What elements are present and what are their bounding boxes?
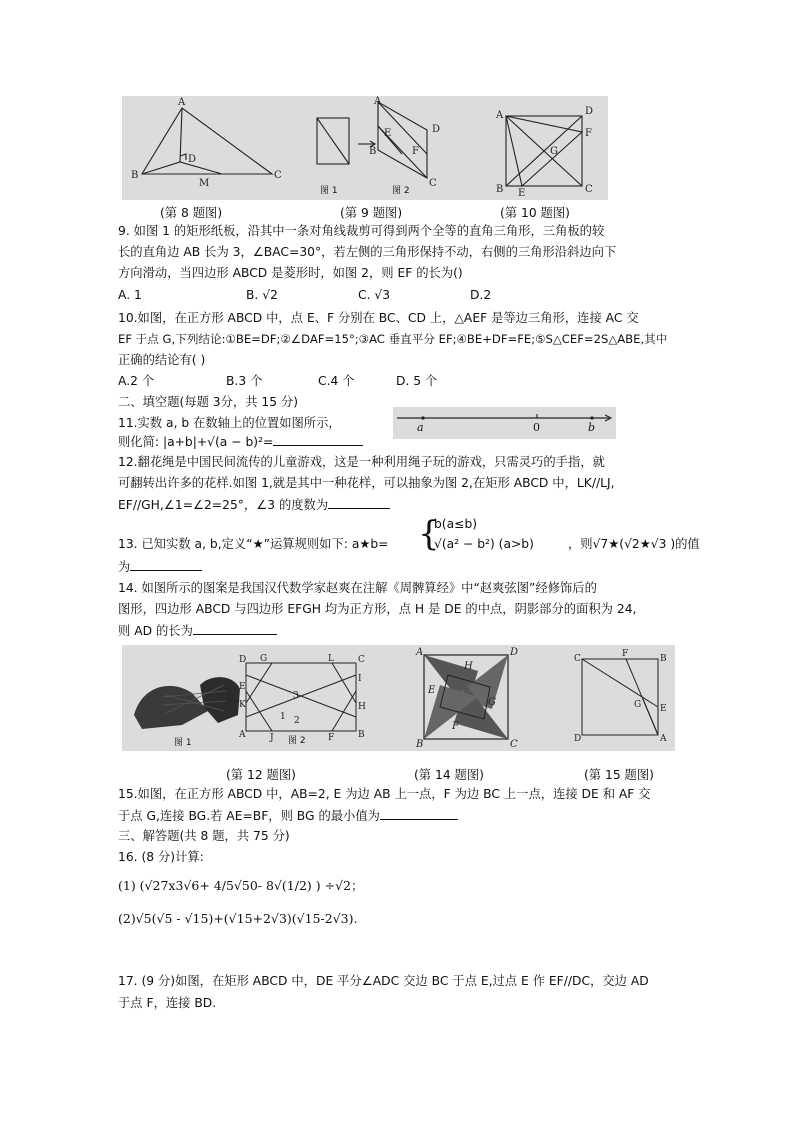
svg-text:C: C [510, 739, 518, 750]
svg-text:B: B [131, 170, 139, 181]
caption-q14: (第 14 题图) [414, 768, 484, 782]
q13-prefix: 13. 已知实数 a, b,定义“★”运算规则如下: a★b= [118, 537, 389, 551]
q16-expression-2: (2)√5(√5 - √15)+(√15+2√3)(√15-2√3). [118, 911, 358, 926]
q13-case-1: b(a≤b) [434, 517, 478, 531]
figure-strip-q12-q15 [122, 645, 675, 751]
svg-text:B: B [358, 730, 365, 740]
svg-text:H: H [464, 661, 473, 672]
q14-line-3 [118, 622, 277, 639]
svg-text:A: A [374, 96, 382, 107]
svg-text:E: E [660, 704, 667, 714]
svg-text:B: B [369, 146, 377, 157]
q9-line-1: 9. 如图 1 的矩形纸板，沿其中一条对角线裁剪可得到两个全等的直角三角形，三角板的较 [118, 224, 605, 238]
caption-q15: (第 15 题图) [584, 768, 654, 782]
q13-case-2: √(a² − b²) (a>b) [434, 537, 534, 551]
q9-option-a: A. 1 [118, 288, 142, 302]
caption-q10: (第 10 题图) [500, 206, 570, 220]
svg-text:2: 2 [294, 716, 300, 726]
q9-options [118, 287, 491, 303]
svg-text:D: D [510, 647, 519, 658]
q8-triangle-figure [142, 108, 272, 174]
q9-line-3: 方向滑动，当四边形 ABCD 是菱形时，如图 2，则 EF 的长为() [118, 266, 463, 280]
q13-suffix: ，则√7★(√2★√3 )的值 [568, 537, 700, 551]
q11-axis-label-zero: 0 [533, 421, 540, 434]
q12-line-3 [118, 496, 390, 513]
q15-line-1: 15.如图，在正方形 ABCD 中，AB=2, E 为边 AB 上一点，F 为边 BC 上一点，连接 DE 和 AF 交 [118, 787, 651, 801]
svg-text:F: F [452, 721, 459, 732]
figures-q12-q15 [122, 645, 675, 751]
svg-text:G: G [550, 146, 558, 157]
svg-text:B: B [660, 654, 667, 664]
q12-text: EF//GH,∠1=∠2=25°，∠3 的度数为 [118, 498, 329, 512]
q10-option-d: D. 5 个 [396, 374, 438, 388]
svg-text:E: E [518, 188, 526, 199]
q9-line-2: 长的直角边 AB 长为 3，∠BAC=30°，若左侧的三角形保持不动，右侧的三角形沿斜边向下 [118, 245, 617, 259]
q16-expression-1: (1) (√27x3√6+ 4/5√50- 8√(1/2) ) ÷√2； [118, 878, 364, 893]
q9-fig2-label: 图 2 [392, 186, 410, 196]
svg-text:C: C [358, 655, 365, 665]
q11-answer-blank [273, 433, 363, 446]
q13-answer-blank [130, 558, 202, 571]
svg-text:1: 1 [280, 712, 286, 722]
q17-line-2: 于点 F，连接 BD. [118, 996, 217, 1010]
q11-expression: 则化简: |a+b|+√(a − b)²= [118, 435, 274, 449]
q12-line-1: 12.翻花绳是中国民间流传的儿童游戏，这是一种利用绳子玩的游戏，只需灵巧的手指，就 [118, 455, 605, 469]
q12-line-2: 可翻转出许多的花样.如图 1,就是其中一种花样，可以抽象为图 2,在矩形 ABCD 中，LK//LJ, [118, 476, 615, 490]
svg-text:A: A [416, 647, 424, 658]
q10-line-3: 正确的结论有( ) [118, 353, 206, 367]
q9-option-d: D.2 [470, 288, 492, 302]
svg-text:C: C [274, 170, 282, 181]
q11-number-line [393, 407, 616, 439]
q9-fig1-label: 图 1 [320, 186, 338, 196]
q14-answer-blank [193, 622, 277, 635]
svg-text:E: E [428, 685, 436, 696]
svg-text:D: D [574, 734, 582, 744]
svg-text:D: D [188, 154, 197, 165]
svg-text:D: D [239, 655, 247, 665]
q17-line-1: 17. (9 分)如图，在矩形 ABCD 中，DE 平分∠ADC 交边 BC 于点 E,过点 E 作 EF//DC，交边 AD [118, 974, 649, 988]
q10-options [118, 373, 437, 389]
svg-text:C: C [429, 178, 437, 189]
svg-text:3: 3 [293, 691, 299, 701]
svg-text:A: A [239, 730, 246, 740]
q15-text: 于点 G,连接 BG.若 AE=BF，则 BG 的最小值为 [118, 809, 380, 823]
q11-line-2 [118, 433, 363, 450]
svg-text:A: A [178, 97, 186, 108]
svg-text:G: G [634, 700, 642, 710]
svg-text:F: F [412, 146, 419, 157]
q12-fig2-label: 图 2 [288, 736, 306, 746]
svg-text:M: M [199, 178, 210, 189]
svg-text:B: B [496, 184, 504, 195]
q14-line-1: 14. 如图所示的图案是我国汉代数学家赵爽在注解《周髀算经》中“赵爽弦图”经修饰后的 [118, 581, 597, 595]
q11-line-1: 11.实数 a, b 在数轴上的位置如图所示， [118, 416, 341, 430]
q12-fig1-label: 图 1 [174, 738, 192, 748]
svg-text:A: A [496, 110, 504, 121]
q14-text: 则 AD 的长为 [118, 624, 193, 638]
svg-text:I: I [358, 674, 362, 684]
svg-text:C: C [574, 654, 581, 664]
q11-axis-label-b: b [588, 421, 596, 434]
q10-option-c: C.4 个 [318, 374, 355, 388]
svg-text:C: C [585, 184, 593, 195]
svg-text:A: A [660, 734, 667, 744]
figure-strip-q8-q10 [122, 96, 608, 200]
q12-rectangle-figure [246, 663, 356, 731]
svg-text:E: E [239, 682, 246, 692]
svg-text:G: G [260, 654, 268, 664]
svg-text:E: E [384, 128, 392, 139]
svg-text:G: G [488, 697, 496, 708]
q15-line-2 [118, 807, 458, 824]
svg-text:F: F [328, 733, 335, 743]
q9-option-c: C. √3 [358, 288, 391, 302]
q9-option-b: B. √2 [246, 288, 278, 302]
q13-line2-text: 为 [118, 560, 131, 574]
q10-line-2: EF 于点 G,下列结论:①BE=DF;②∠DAF=15°;③AC 垂直平分 EF;④BE+DF=FE;⑤S△CEF=2S△ABE,其中 [118, 332, 668, 346]
svg-text:L: L [328, 654, 334, 664]
q9-rhombus-figure [378, 102, 427, 178]
q12-hands-figure [134, 677, 240, 729]
q15-answer-blank [380, 807, 458, 820]
q10-line-1: 10.如图，在正方形 ABCD 中，点 E、F 分别在 BC、CD 上，△AEF 是等边三角形，连接 AC 交 [118, 311, 639, 325]
svg-text:K: K [239, 700, 246, 710]
q10-option-b: B.3 个 [226, 374, 263, 388]
svg-text:D: D [432, 124, 441, 135]
q15-square-figure [582, 659, 658, 735]
svg-text:D: D [585, 106, 594, 117]
q9-rectangle-figure [317, 118, 375, 164]
svg-text:F: F [622, 649, 629, 659]
q11-axis-label-a: a [417, 421, 424, 434]
svg-text:J: J [270, 733, 274, 743]
caption-q12: (第 12 题图) [226, 768, 296, 782]
q13-brace: { [418, 514, 440, 554]
section-2-heading: 二、填空题(每题 3分，共 15 分) [118, 395, 299, 409]
q13-line-2 [118, 558, 202, 575]
q10-option-a: A.2 个 [118, 374, 155, 388]
caption-q8: (第 8 题图) [160, 206, 223, 220]
svg-text:H: H [358, 702, 366, 712]
q10-square-figure [506, 116, 582, 186]
svg-text:B: B [416, 739, 424, 750]
svg-text:F: F [585, 128, 592, 139]
figures-q8-q10 [122, 96, 608, 200]
section-3-heading: 三、解答题(共 8 题，共 75 分) [118, 829, 290, 843]
q16-title: 16. (8 分)计算: [118, 850, 204, 864]
caption-q9: (第 9 题图) [340, 206, 403, 220]
q11-number-line-figure [393, 407, 616, 439]
q14-line-2: 图形，四边形 ABCD 与四边形 EFGH 均为正方形，点 H 是 DE 的中点，阴影部分的面积为 24, [118, 602, 637, 616]
q12-answer-blank [328, 496, 390, 509]
